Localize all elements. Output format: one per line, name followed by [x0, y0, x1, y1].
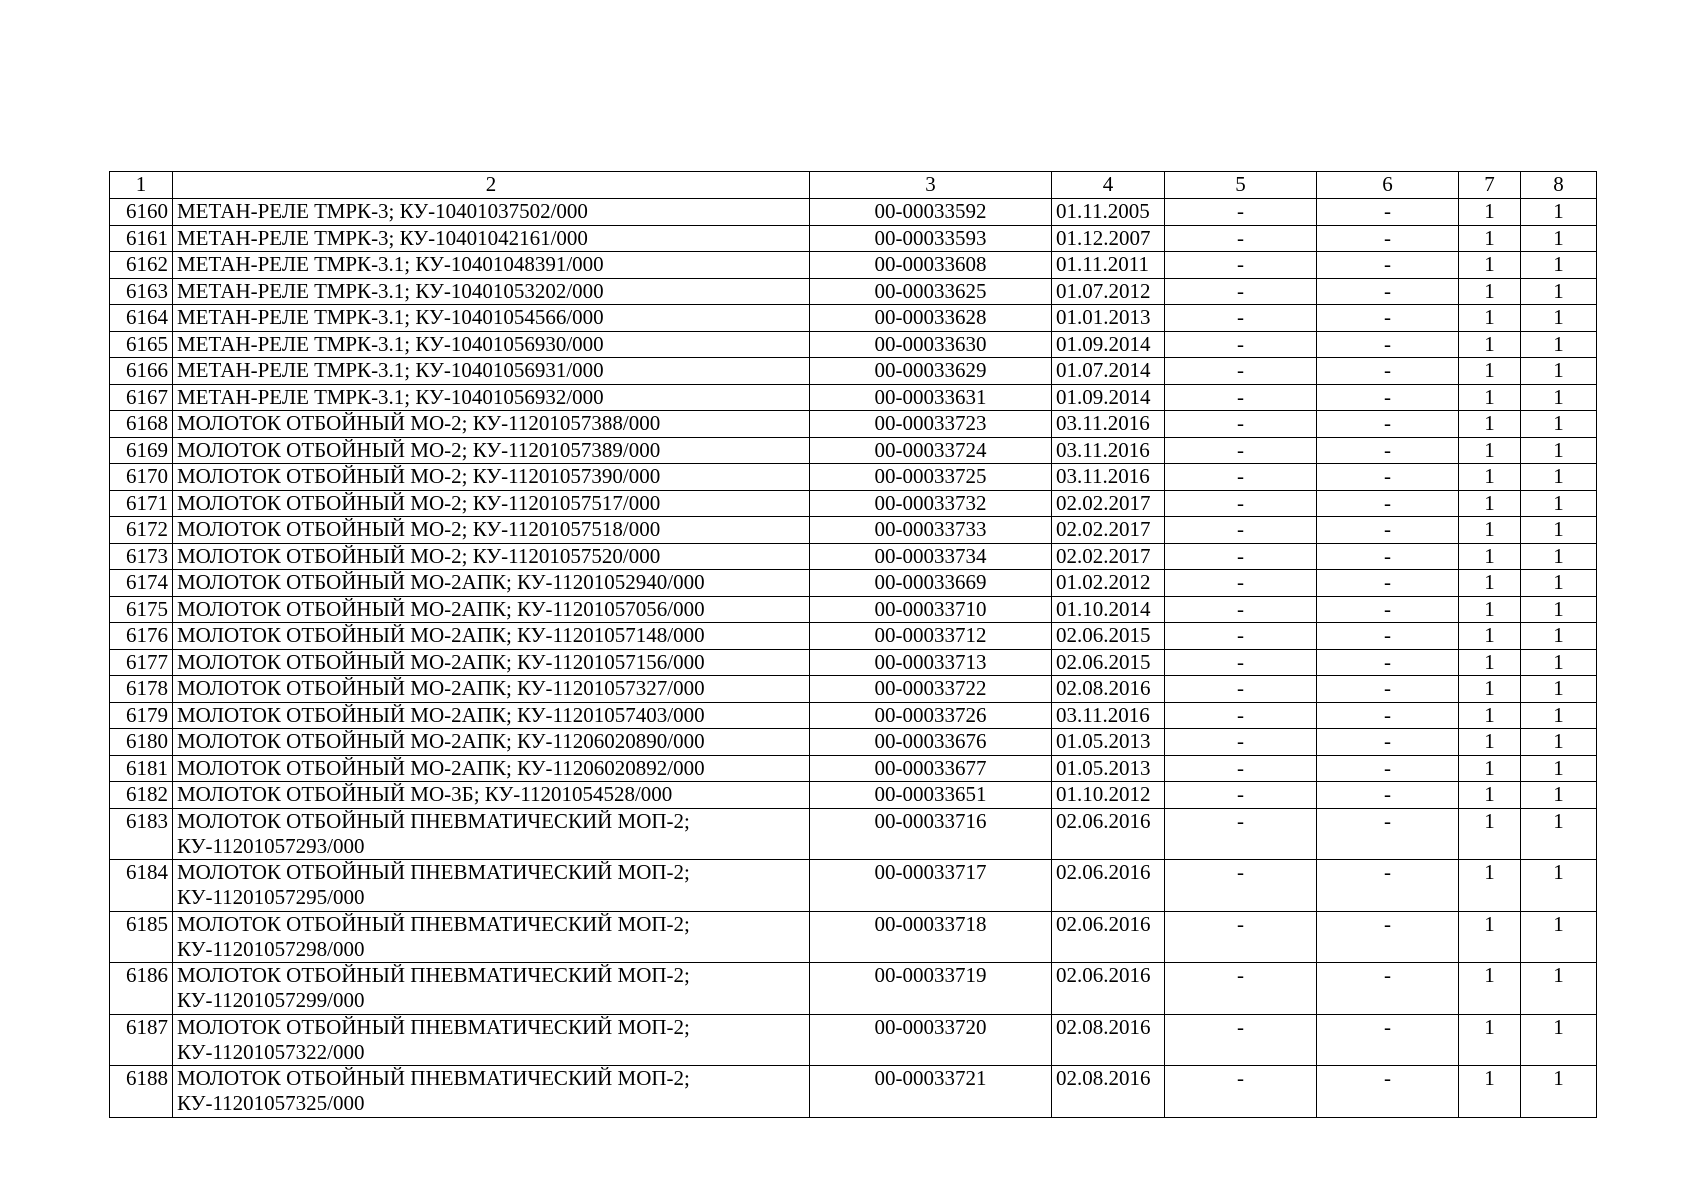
column-7-cell: 1 [1459, 543, 1521, 570]
column-8-cell: 1 [1521, 225, 1597, 252]
inventory-code-cell: 00-00033720 [810, 1014, 1052, 1066]
inventory-code-cell: 00-00033713 [810, 649, 1052, 676]
inventory-code-cell: 00-00033608 [810, 252, 1052, 279]
date-cell: 01.10.2012 [1052, 782, 1165, 809]
row-number-cell: 6188 [110, 1066, 173, 1118]
date-cell: 02.08.2016 [1052, 1014, 1165, 1066]
table-row [110, 729, 1597, 756]
column-6-cell: - [1317, 623, 1459, 650]
column-7-cell: 1 [1459, 411, 1521, 438]
table-row [110, 411, 1597, 438]
column-6-cell: - [1317, 543, 1459, 570]
row-number-cell: 6174 [110, 570, 173, 597]
inventory-code-cell: 00-00033726 [810, 702, 1052, 729]
column-7-cell: 1 [1459, 911, 1521, 963]
column-5-cell: - [1165, 199, 1317, 226]
table-row [110, 384, 1597, 411]
row-number-cell: 6172 [110, 517, 173, 544]
item-name-cell: МЕТАН-РЕЛЕ ТМРК-3.1; КУ-10401056930/000 [173, 331, 810, 358]
column-6-cell: - [1317, 252, 1459, 279]
column-8-cell: 1 [1521, 596, 1597, 623]
column-7-cell: 1 [1459, 437, 1521, 464]
inventory-code-cell: 00-00033677 [810, 755, 1052, 782]
column-7-cell: 1 [1459, 702, 1521, 729]
row-number-cell: 6180 [110, 729, 173, 756]
item-name-cell: МОЛОТОК ОТБОЙНЫЙ МО-2; КУ-11201057389/000 [173, 437, 810, 464]
column-6-cell: - [1317, 570, 1459, 597]
date-cell: 02.06.2015 [1052, 623, 1165, 650]
column-6-cell: - [1317, 860, 1459, 912]
table-row [110, 676, 1597, 703]
item-name-cell: МОЛОТОК ОТБОЙНЫЙ МО-2АПК; КУ-11201057148/000 [173, 623, 810, 650]
column-7-cell: 1 [1459, 963, 1521, 1015]
row-number-cell: 6184 [110, 860, 173, 912]
table-row [110, 252, 1597, 279]
column-6-cell: - [1317, 1014, 1459, 1066]
column-8-cell: 1 [1521, 963, 1597, 1015]
column-8-cell: 1 [1521, 729, 1597, 756]
column-6-cell: - [1317, 225, 1459, 252]
date-cell: 01.02.2012 [1052, 570, 1165, 597]
inventory-code-cell: 00-00033625 [810, 278, 1052, 305]
item-name-cell: МОЛОТОК ОТБОЙНЫЙ МО-2АПК; КУ-11201057156/000 [173, 649, 810, 676]
table-row [110, 305, 1597, 332]
column-5-cell: - [1165, 649, 1317, 676]
table-row [110, 331, 1597, 358]
row-number-cell: 6187 [110, 1014, 173, 1066]
column-8-cell: 1 [1521, 358, 1597, 385]
column-5-cell: - [1165, 1066, 1317, 1118]
row-number-cell: 6179 [110, 702, 173, 729]
column-7-cell: 1 [1459, 278, 1521, 305]
table-row [110, 1066, 1597, 1118]
column-8-cell: 1 [1521, 278, 1597, 305]
table-row [110, 199, 1597, 226]
row-number-cell: 6181 [110, 755, 173, 782]
date-cell: 02.08.2016 [1052, 1066, 1165, 1118]
column-7-cell: 1 [1459, 623, 1521, 650]
date-cell: 01.01.2013 [1052, 305, 1165, 332]
column-8-cell: 1 [1521, 808, 1597, 860]
inventory-code-cell: 00-00033724 [810, 437, 1052, 464]
column-6-cell: - [1317, 963, 1459, 1015]
inventory-code-cell: 00-00033712 [810, 623, 1052, 650]
column-5-cell: - [1165, 860, 1317, 912]
row-number-cell: 6175 [110, 596, 173, 623]
item-name-cell: МОЛОТОК ОТБОЙНЫЙ ПНЕВМАТИЧЕСКИЙ МОП-2; КУ-11201057325/000 [173, 1066, 810, 1118]
column-7-cell: 1 [1459, 517, 1521, 544]
row-number-cell: 6169 [110, 437, 173, 464]
item-name-cell: МОЛОТОК ОТБОЙНЫЙ МО-2; КУ-11201057517/000 [173, 490, 810, 517]
inventory-code-cell: 00-00033716 [810, 808, 1052, 860]
row-number-cell: 6162 [110, 252, 173, 279]
item-name-cell: МОЛОТОК ОТБОЙНЫЙ МО-2АПК; КУ-11201057056/000 [173, 596, 810, 623]
item-name-cell: МОЛОТОК ОТБОЙНЫЙ МО-2АПК; КУ-11201052940/000 [173, 570, 810, 597]
column-7-cell: 1 [1459, 305, 1521, 332]
row-number-cell: 6163 [110, 278, 173, 305]
column-5-cell: - [1165, 358, 1317, 385]
date-cell: 01.11.2005 [1052, 199, 1165, 226]
table-row [110, 278, 1597, 305]
column-header: 7 [1459, 172, 1521, 199]
column-5-cell: - [1165, 543, 1317, 570]
date-cell: 02.06.2015 [1052, 649, 1165, 676]
date-cell: 01.05.2013 [1052, 755, 1165, 782]
date-cell: 01.09.2014 [1052, 331, 1165, 358]
table-row [110, 649, 1597, 676]
inventory-code-cell: 00-00033725 [810, 464, 1052, 491]
column-6-cell: - [1317, 464, 1459, 491]
item-name-cell: МЕТАН-РЕЛЕ ТМРК-3.1; КУ-10401053202/000 [173, 278, 810, 305]
item-name-cell: МОЛОТОК ОТБОЙНЫЙ МО-2; КУ-11201057520/000 [173, 543, 810, 570]
column-5-cell: - [1165, 729, 1317, 756]
column-6-cell: - [1317, 702, 1459, 729]
column-8-cell: 1 [1521, 676, 1597, 703]
column-7-cell: 1 [1459, 755, 1521, 782]
column-6-cell: - [1317, 411, 1459, 438]
column-8-cell: 1 [1521, 331, 1597, 358]
column-6-cell: - [1317, 331, 1459, 358]
inventory-code-cell: 00-00033733 [810, 517, 1052, 544]
row-number-cell: 6185 [110, 911, 173, 963]
column-5-cell: - [1165, 963, 1317, 1015]
table-row [110, 517, 1597, 544]
inventory-code-cell: 00-00033631 [810, 384, 1052, 411]
table-row [110, 623, 1597, 650]
column-8-cell: 1 [1521, 199, 1597, 226]
column-5-cell: - [1165, 517, 1317, 544]
column-header: 2 [173, 172, 810, 199]
column-7-cell: 1 [1459, 676, 1521, 703]
column-5-cell: - [1165, 702, 1317, 729]
item-name-cell: МОЛОТОК ОТБОЙНЫЙ МО-2; КУ-11201057390/000 [173, 464, 810, 491]
column-5-cell: - [1165, 676, 1317, 703]
column-8-cell: 1 [1521, 252, 1597, 279]
column-5-cell: - [1165, 252, 1317, 279]
table-row [110, 437, 1597, 464]
column-6-cell: - [1317, 676, 1459, 703]
date-cell: 03.11.2016 [1052, 702, 1165, 729]
row-number-cell: 6173 [110, 543, 173, 570]
column-6-cell: - [1317, 649, 1459, 676]
table-row [110, 596, 1597, 623]
column-header: 8 [1521, 172, 1597, 199]
date-cell: 02.06.2016 [1052, 860, 1165, 912]
column-5-cell: - [1165, 1014, 1317, 1066]
column-7-cell: 1 [1459, 358, 1521, 385]
column-7-cell: 1 [1459, 596, 1521, 623]
column-5-cell: - [1165, 305, 1317, 332]
column-7-cell: 1 [1459, 649, 1521, 676]
inventory-code-cell: 00-00033676 [810, 729, 1052, 756]
column-5-cell: - [1165, 331, 1317, 358]
table-row [110, 358, 1597, 385]
column-7-cell: 1 [1459, 808, 1521, 860]
inventory-code-cell: 00-00033669 [810, 570, 1052, 597]
column-8-cell: 1 [1521, 437, 1597, 464]
column-6-cell: - [1317, 305, 1459, 332]
item-name-cell: МЕТАН-РЕЛЕ ТМРК-3; КУ-10401037502/000 [173, 199, 810, 226]
column-5-cell: - [1165, 278, 1317, 305]
column-6-cell: - [1317, 384, 1459, 411]
column-8-cell: 1 [1521, 755, 1597, 782]
column-7-cell: 1 [1459, 225, 1521, 252]
inventory-code-cell: 00-00033628 [810, 305, 1052, 332]
item-name-cell: МОЛОТОК ОТБОЙНЫЙ МО-2АПК; КУ-11206020892/000 [173, 755, 810, 782]
row-number-cell: 6186 [110, 963, 173, 1015]
item-name-cell: МОЛОТОК ОТБОЙНЫЙ ПНЕВМАТИЧЕСКИЙ МОП-2; КУ-11201057322/000 [173, 1014, 810, 1066]
inventory-code-cell: 00-00033721 [810, 1066, 1052, 1118]
column-7-cell: 1 [1459, 331, 1521, 358]
column-6-cell: - [1317, 911, 1459, 963]
inventory-code-cell: 00-00033732 [810, 490, 1052, 517]
column-6-cell: - [1317, 808, 1459, 860]
table-row [110, 963, 1597, 1015]
item-name-cell: МОЛОТОК ОТБОЙНЫЙ ПНЕВМАТИЧЕСКИЙ МОП-2; КУ-11201057295/000 [173, 860, 810, 912]
column-header: 3 [810, 172, 1052, 199]
item-name-cell: МЕТАН-РЕЛЕ ТМРК-3.1; КУ-10401054566/000 [173, 305, 810, 332]
column-7-cell: 1 [1459, 199, 1521, 226]
row-number-cell: 6178 [110, 676, 173, 703]
column-5-cell: - [1165, 464, 1317, 491]
header-row [110, 172, 1597, 199]
column-6-cell: - [1317, 490, 1459, 517]
table-row [110, 782, 1597, 809]
column-6-cell: - [1317, 358, 1459, 385]
table-row [110, 1014, 1597, 1066]
row-number-cell: 6170 [110, 464, 173, 491]
date-cell: 01.07.2014 [1052, 358, 1165, 385]
inventory-code-cell: 00-00033593 [810, 225, 1052, 252]
column-5-cell: - [1165, 384, 1317, 411]
column-8-cell: 1 [1521, 1066, 1597, 1118]
column-8-cell: 1 [1521, 517, 1597, 544]
item-name-cell: МЕТАН-РЕЛЕ ТМРК-3.1; КУ-10401056931/000 [173, 358, 810, 385]
column-5-cell: - [1165, 437, 1317, 464]
item-name-cell: МОЛОТОК ОТБОЙНЫЙ МО-2АПК; КУ-11201057403/000 [173, 702, 810, 729]
column-header: 4 [1052, 172, 1165, 199]
item-name-cell: МЕТАН-РЕЛЕ ТМРК-3.1; КУ-10401048391/000 [173, 252, 810, 279]
column-8-cell: 1 [1521, 384, 1597, 411]
column-7-cell: 1 [1459, 464, 1521, 491]
column-7-cell: 1 [1459, 1014, 1521, 1066]
column-5-cell: - [1165, 570, 1317, 597]
column-8-cell: 1 [1521, 543, 1597, 570]
column-8-cell: 1 [1521, 782, 1597, 809]
inventory-code-cell: 00-00033719 [810, 963, 1052, 1015]
column-5-cell: - [1165, 225, 1317, 252]
column-8-cell: 1 [1521, 570, 1597, 597]
date-cell: 01.11.2011 [1052, 252, 1165, 279]
column-6-cell: - [1317, 782, 1459, 809]
row-number-cell: 6177 [110, 649, 173, 676]
date-cell: 01.10.2014 [1052, 596, 1165, 623]
table-row [110, 570, 1597, 597]
item-name-cell: МЕТАН-РЕЛЕ ТМРК-3; КУ-10401042161/000 [173, 225, 810, 252]
date-cell: 01.07.2012 [1052, 278, 1165, 305]
inventory-code-cell: 00-00033723 [810, 411, 1052, 438]
row-number-cell: 6165 [110, 331, 173, 358]
column-8-cell: 1 [1521, 649, 1597, 676]
item-name-cell: МОЛОТОК ОТБОЙНЫЙ МО-2; КУ-11201057388/000 [173, 411, 810, 438]
item-name-cell: МОЛОТОК ОТБОЙНЫЙ ПНЕВМАТИЧЕСКИЙ МОП-2; КУ-11201057293/000 [173, 808, 810, 860]
table-row [110, 225, 1597, 252]
item-name-cell: МЕТАН-РЕЛЕ ТМРК-3.1; КУ-10401056932/000 [173, 384, 810, 411]
table-row [110, 464, 1597, 491]
column-6-cell: - [1317, 755, 1459, 782]
table-body [110, 172, 1597, 1118]
row-number-cell: 6183 [110, 808, 173, 860]
column-6-cell: - [1317, 278, 1459, 305]
table-row [110, 543, 1597, 570]
column-8-cell: 1 [1521, 623, 1597, 650]
inventory-code-cell: 00-00033651 [810, 782, 1052, 809]
date-cell: 02.02.2017 [1052, 517, 1165, 544]
column-6-cell: - [1317, 729, 1459, 756]
item-name-cell: МОЛОТОК ОТБОЙНЫЙ ПНЕВМАТИЧЕСКИЙ МОП-2; КУ-11201057298/000 [173, 911, 810, 963]
date-cell: 02.08.2016 [1052, 676, 1165, 703]
date-cell: 02.02.2017 [1052, 490, 1165, 517]
column-7-cell: 1 [1459, 490, 1521, 517]
row-number-cell: 6168 [110, 411, 173, 438]
inventory-code-cell: 00-00033629 [810, 358, 1052, 385]
column-5-cell: - [1165, 596, 1317, 623]
inventory-code-cell: 00-00033710 [810, 596, 1052, 623]
inventory-code-cell: 00-00033717 [810, 860, 1052, 912]
item-name-cell: МОЛОТОК ОТБОЙНЫЙ МО-3Б; КУ-11201054528/000 [173, 782, 810, 809]
date-cell: 03.11.2016 [1052, 411, 1165, 438]
item-name-cell: МОЛОТОК ОТБОЙНЫЙ ПНЕВМАТИЧЕСКИЙ МОП-2; КУ-11201057299/000 [173, 963, 810, 1015]
column-8-cell: 1 [1521, 490, 1597, 517]
row-number-cell: 6166 [110, 358, 173, 385]
column-8-cell: 1 [1521, 464, 1597, 491]
date-cell: 01.12.2007 [1052, 225, 1165, 252]
column-5-cell: - [1165, 490, 1317, 517]
row-number-cell: 6176 [110, 623, 173, 650]
column-header: 5 [1165, 172, 1317, 199]
column-6-cell: - [1317, 1066, 1459, 1118]
table-row [110, 808, 1597, 860]
inventory-code-cell: 00-00033630 [810, 331, 1052, 358]
column-5-cell: - [1165, 808, 1317, 860]
inventory-code-cell: 00-00033718 [810, 911, 1052, 963]
column-7-cell: 1 [1459, 729, 1521, 756]
column-5-cell: - [1165, 782, 1317, 809]
table-row [110, 911, 1597, 963]
item-name-cell: МОЛОТОК ОТБОЙНЫЙ МО-2АПК; КУ-11206020890/000 [173, 729, 810, 756]
column-6-cell: - [1317, 517, 1459, 544]
column-header: 1 [110, 172, 173, 199]
date-cell: 03.11.2016 [1052, 437, 1165, 464]
date-cell: 02.06.2016 [1052, 963, 1165, 1015]
column-7-cell: 1 [1459, 384, 1521, 411]
row-number-cell: 6171 [110, 490, 173, 517]
column-7-cell: 1 [1459, 1066, 1521, 1118]
inventory-code-cell: 00-00033722 [810, 676, 1052, 703]
date-cell: 02.02.2017 [1052, 543, 1165, 570]
table-row [110, 702, 1597, 729]
column-5-cell: - [1165, 411, 1317, 438]
column-header: 6 [1317, 172, 1459, 199]
column-5-cell: - [1165, 911, 1317, 963]
table-row [110, 755, 1597, 782]
column-8-cell: 1 [1521, 305, 1597, 332]
inventory-code-cell: 00-00033592 [810, 199, 1052, 226]
table-row [110, 490, 1597, 517]
inventory-code-cell: 00-00033734 [810, 543, 1052, 570]
row-number-cell: 6167 [110, 384, 173, 411]
item-name-cell: МОЛОТОК ОТБОЙНЫЙ МО-2; КУ-11201057518/000 [173, 517, 810, 544]
table-row [110, 860, 1597, 912]
row-number-cell: 6161 [110, 225, 173, 252]
row-number-cell: 6182 [110, 782, 173, 809]
column-8-cell: 1 [1521, 860, 1597, 912]
column-7-cell: 1 [1459, 782, 1521, 809]
column-7-cell: 1 [1459, 570, 1521, 597]
row-number-cell: 6160 [110, 199, 173, 226]
column-7-cell: 1 [1459, 860, 1521, 912]
row-number-cell: 6164 [110, 305, 173, 332]
date-cell: 03.11.2016 [1052, 464, 1165, 491]
column-8-cell: 1 [1521, 702, 1597, 729]
date-cell: 01.05.2013 [1052, 729, 1165, 756]
column-6-cell: - [1317, 199, 1459, 226]
date-cell: 02.06.2016 [1052, 808, 1165, 860]
column-5-cell: - [1165, 623, 1317, 650]
column-6-cell: - [1317, 596, 1459, 623]
column-8-cell: 1 [1521, 411, 1597, 438]
date-cell: 02.06.2016 [1052, 911, 1165, 963]
item-name-cell: МОЛОТОК ОТБОЙНЫЙ МО-2АПК; КУ-11201057327/000 [173, 676, 810, 703]
column-5-cell: - [1165, 755, 1317, 782]
column-7-cell: 1 [1459, 252, 1521, 279]
column-8-cell: 1 [1521, 1014, 1597, 1066]
date-cell: 01.09.2014 [1052, 384, 1165, 411]
column-6-cell: - [1317, 437, 1459, 464]
inventory-table [109, 171, 1597, 1118]
column-8-cell: 1 [1521, 911, 1597, 963]
